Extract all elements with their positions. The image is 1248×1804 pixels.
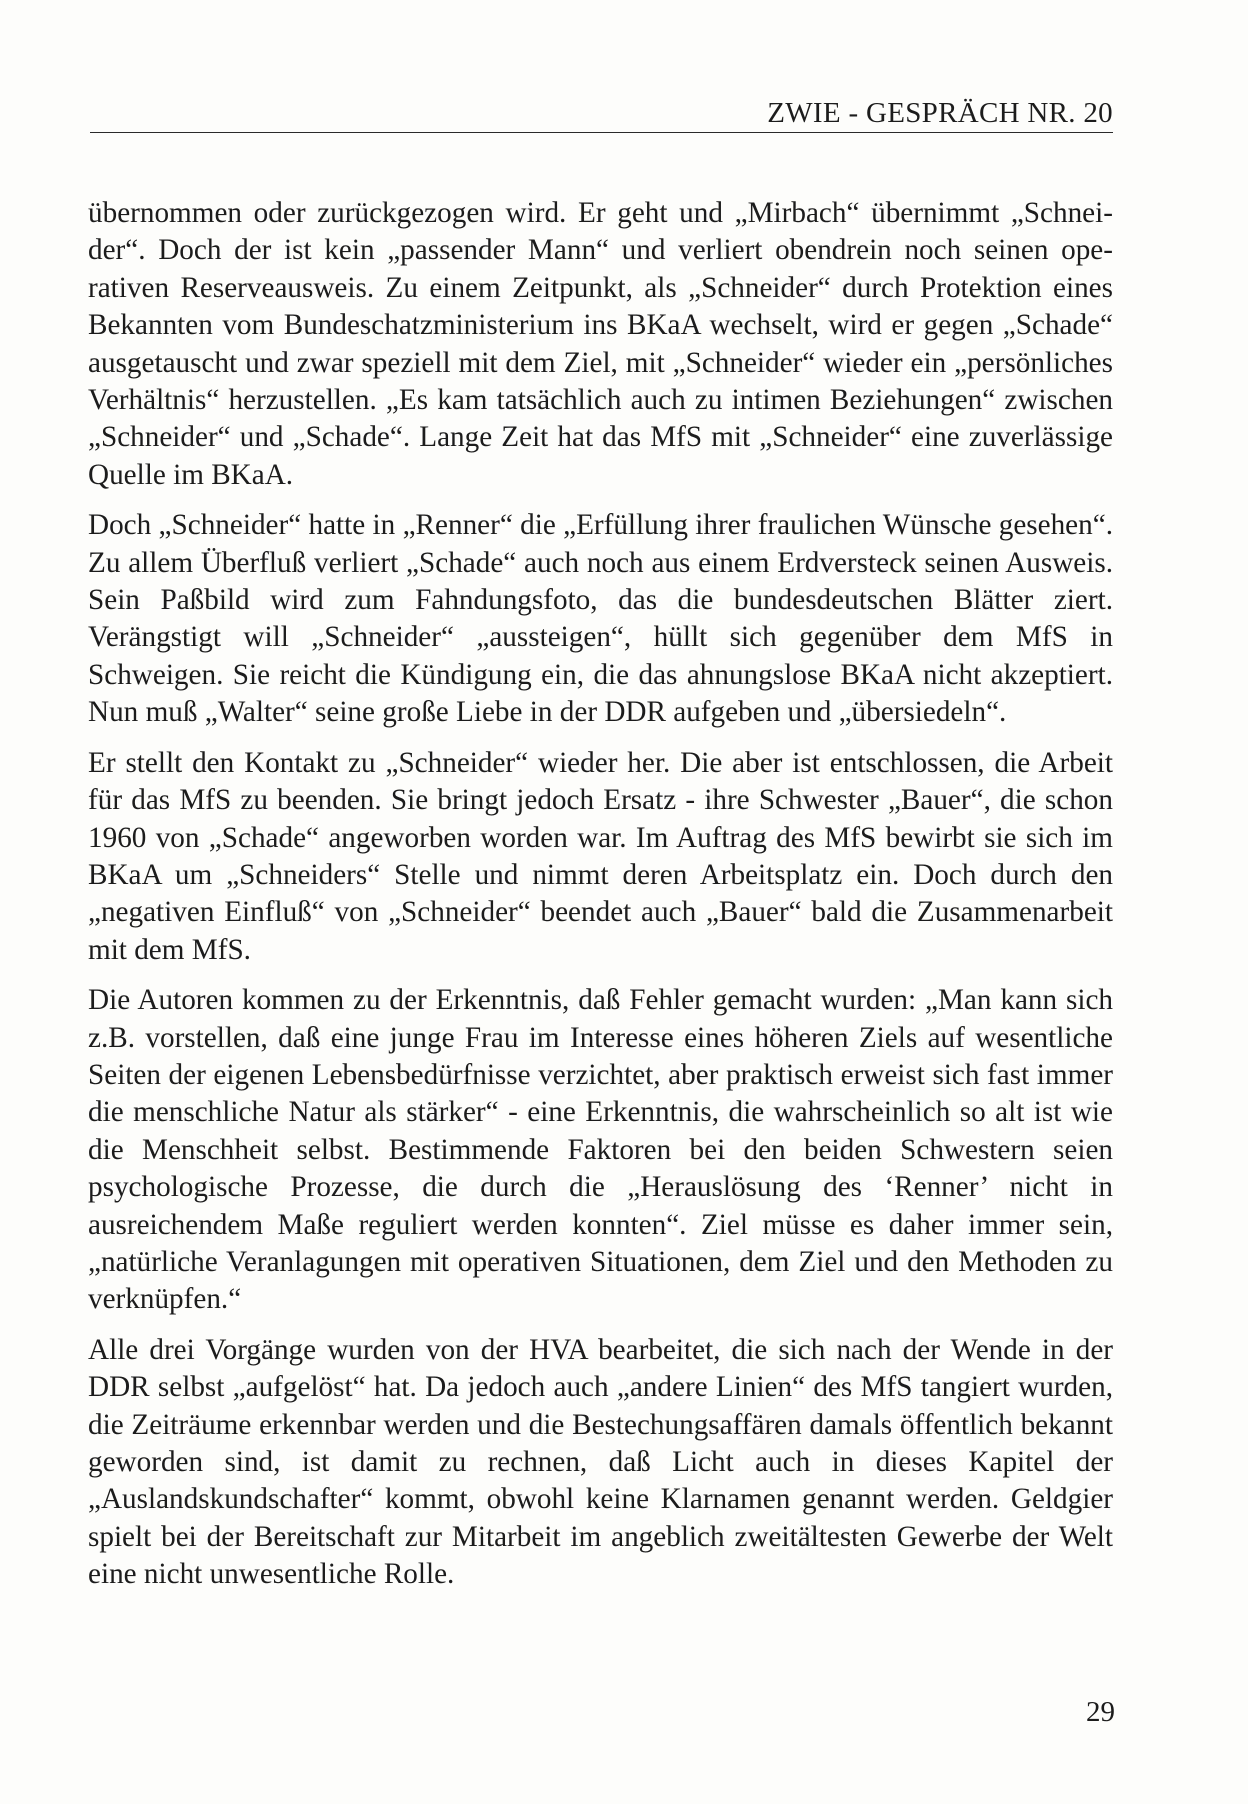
running-title: ZWIE - GESPRÄCH NR. 20 xyxy=(767,97,1113,129)
paragraph-4: Die Autoren kommen zu der Erkenntnis, daß Fehler gemacht wurden: „Man kann sich z.B. vorstellen, daß eine junge Frau im Interesse eines höheren Ziels auf wesentliche Seiten der eigenen Lebensbedürfnisse verzichtet, aber praktisch erweist sich fast immer die menschliche Natur als stärker“ - eine Erkenntnis, die wahrscheinlich so alt ist wie die Menschheit selbst. Bestimmende Faktoren bei den beiden Schwestern seien psychologische Prozesse, die durch die „Herauslösung des ‘Renner’ nicht in ausreichendem Maße reguliert werden konnten“. Ziel müsse es daher immer sein, „natürliche Veranlagungen mit operativen Situationen, dem Ziel und den Methoden zu verknüpfen.“ xyxy=(88,984,1113,1316)
paragraph-2: Doch „Schneider“ hatte in „Renner“ die „Erfüllung ihrer fraulichen Wünsche gesehen“. Zu allem Überfluß verliert „Schade“ auch noch aus einem Erdversteck seinen Ausweis. Sein Paßbild wird zum Fahndungsfoto, das die bundesdeutschen Blätter ziert. Verängstigt will „Schneider“ „aussteigen“, hüllt sich gegenüber dem MfS in Schweigen. Sie reicht die Kündigung ein, die das ahnungslose BKaA nicht akzeptiert. Nun muß „Walter“ seine große Liebe in der DDR aufgeben und „übersiedeln“. xyxy=(88,509,1113,729)
running-head xyxy=(90,96,1113,133)
paragraph-3: Er stellt den Kontakt zu „Schneider“ wieder her. Die aber ist entschlossen, die Arbeit für das MfS zu beenden. Sie bringt jedoch Ersatz - ihre Schwester „Bauer“, die schon 1960 von „Schade“ angeworben worden war. Im Auftrag des MfS bewirbt sie sich im BKaA um „Schneiders“ Stelle und nimmt deren Arbeitsplatz ein. Doch durch den „negativen Einfluß“ von „Schneider“ beendet auch „Bauer“ bald die Zusammenarbeit mit dem MfS. xyxy=(88,746,1113,966)
body-text xyxy=(88,195,1113,1607)
paragraph-1: übernommen oder zurückgezogen wird. Er geht und „Mirbach“ übernimmt „Schneider“. Doch der ist kein „passender Mann“ und verliert obendrein noch seinen operativen Reserveausweis. Zu einem Zeitpunkt, als „Schneider“ durch Protektion eines Bekannten vom Bundeschatzministerium ins BKaA wechselt, wird er gegen „Schade“ ausgetauscht und zwar speziell mit dem Ziel, mit „Schneider“ wieder ein „persönliches Verhältnis“ herzustellen. „Es kam tatsächlich auch zu intimen Beziehungen“ zwischen „Schneider“ und „Schade“. Lange Zeit hat das MfS mit „Schneider“ eine zuverlässige Quelle im BKaA. xyxy=(88,197,1113,491)
paragraph-5: Alle drei Vorgänge wurden von der HVA bearbeitet, die sich nach der Wende in der DDR selbst „aufgelöst“ hat. Da jedoch auch „andere Linien“ des MfS tangiert wurden, die Zeiträume erkennbar werden und die Bestechungsaffären damals öffentlich bekannt geworden sind, ist damit zu rechnen, daß Licht auch in dieses Kapitel der „Auslandskundschafter“ kommt, obwohl keine Klarnamen genannt werden. Geldgier spielt bei der Bereitschaft zur Mitarbeit im angeblich zweitältesten Gewerbe der Welt eine nicht unwesentliche Rolle. xyxy=(88,1333,1113,1591)
page-number: 29 xyxy=(1086,1696,1115,1728)
